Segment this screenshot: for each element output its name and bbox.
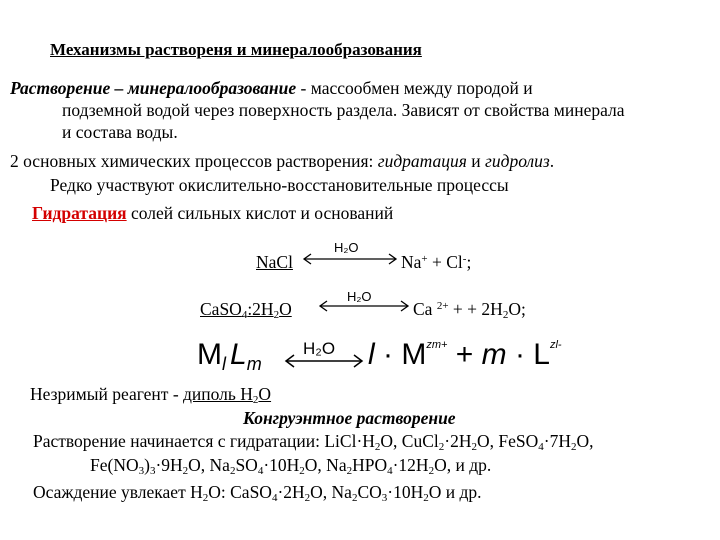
eq1-double-arrow-icon bbox=[302, 252, 398, 266]
pr-a: Осаждение увлекает H bbox=[33, 482, 203, 502]
start-f: O, bbox=[576, 431, 594, 451]
eq3-m-sub: m bbox=[246, 354, 262, 374]
processes-end: . bbox=[549, 151, 555, 171]
eq2-plus: + + 2H bbox=[448, 299, 503, 319]
pr-s2: 4 bbox=[271, 492, 278, 504]
definition-term: Растворение – минералообразование bbox=[10, 78, 297, 98]
hydration-line bbox=[32, 202, 393, 224]
dipole-sub: 2 bbox=[252, 394, 259, 406]
hydration-word: гидратация bbox=[377, 151, 467, 171]
start-s3: 2 bbox=[471, 441, 477, 453]
congruent-heading: Конгруэнтное растворение bbox=[243, 408, 456, 428]
pr-s3: 2 bbox=[304, 492, 311, 504]
eq1-end: ; bbox=[466, 252, 472, 272]
l2-s5: 4 bbox=[257, 465, 264, 477]
page-title: Механизмы раствореня и минералообразования bbox=[50, 40, 422, 59]
hydrates-line bbox=[90, 454, 491, 476]
l2-i: ·12H bbox=[392, 455, 429, 475]
eq2-arrow-label: H₂O bbox=[347, 289, 372, 304]
eq3-l-sub: l bbox=[222, 354, 226, 374]
l2-b: ) bbox=[144, 455, 150, 475]
eq3-right bbox=[368, 338, 562, 372]
pr-s5: 3 bbox=[381, 492, 388, 504]
eq3-dot-M: · M bbox=[374, 338, 427, 371]
l2-c: ·9H bbox=[155, 455, 183, 475]
start-s4: 4 bbox=[538, 441, 544, 453]
start-d: O, FeSO bbox=[477, 431, 539, 451]
eq2-o: O bbox=[279, 299, 292, 319]
eq2-left-formula bbox=[200, 299, 292, 319]
eq1-arrow-label: H₂O bbox=[334, 240, 359, 255]
eq1-right bbox=[401, 251, 471, 273]
eq2-sub1: 4 bbox=[241, 309, 248, 321]
eq1-cl-charge: - bbox=[462, 253, 467, 265]
precipitation-line bbox=[33, 481, 482, 503]
eq3-charge-M: zm+ bbox=[426, 339, 448, 351]
eq1-na: Na bbox=[401, 252, 422, 272]
eq3-left bbox=[197, 338, 262, 375]
eq3-L: L bbox=[230, 338, 247, 371]
hydration-rest: солей сильных кислот и оснований bbox=[126, 203, 394, 223]
eq2-ca: Ca bbox=[413, 299, 437, 319]
pr-d: O, Na bbox=[310, 482, 352, 502]
l2-a: Fe(NO bbox=[90, 455, 139, 475]
hydrolysis-word: гидролиз bbox=[485, 151, 550, 171]
eq3-plus: + bbox=[447, 338, 482, 371]
eq2-h2-sub: 2 bbox=[502, 309, 509, 321]
eq3-arrow-label: H₂O bbox=[303, 339, 336, 358]
l2-s4: 2 bbox=[229, 465, 236, 477]
start-a: Растворение начинается с гидратации: LiCl·H bbox=[33, 431, 375, 451]
l2-j: O, и др. bbox=[434, 455, 492, 475]
definition-line-1 bbox=[10, 77, 533, 99]
l2-s3: 2 bbox=[182, 465, 189, 477]
redox-note: Редко участвуют окислительно-восстановительные процессы bbox=[50, 175, 509, 195]
l2-s8: 4 bbox=[387, 465, 393, 477]
eq3-M: M bbox=[197, 338, 222, 371]
l2-e: SO bbox=[235, 455, 258, 475]
start-b: O, CuCl bbox=[380, 431, 439, 451]
start-s1: 2 bbox=[374, 441, 381, 453]
pr-s6: 2 bbox=[423, 492, 429, 504]
processes-and: и bbox=[466, 151, 486, 171]
dipole-term bbox=[183, 384, 271, 404]
pr-f: ·10H bbox=[387, 482, 424, 502]
dipole-line bbox=[30, 383, 271, 405]
hydration-term: Гидратация bbox=[32, 203, 127, 223]
start-c: ·2H bbox=[444, 431, 472, 451]
l2-g: O, Na bbox=[304, 455, 347, 475]
dipole-prefix: Незримый реагент - bbox=[30, 384, 184, 404]
eq3-double-arrow-icon bbox=[284, 353, 364, 369]
eq1-left-text: NaCl bbox=[256, 252, 293, 272]
eq2-right bbox=[413, 298, 526, 320]
l2-s6: 2 bbox=[299, 465, 305, 477]
dipole-o: O bbox=[258, 384, 272, 404]
definition-line-3: и состава воды. bbox=[62, 122, 178, 142]
l2-d: O, Na bbox=[188, 455, 230, 475]
hydration-start-line bbox=[33, 430, 594, 452]
pr-e: CO bbox=[357, 482, 382, 502]
l2-s7: 2 bbox=[346, 465, 353, 477]
l2-s9: 2 bbox=[428, 465, 435, 477]
start-s2: 2 bbox=[438, 441, 445, 453]
start-e: ·7H bbox=[543, 431, 571, 451]
pr-b: O: CaSO bbox=[208, 482, 272, 502]
processes-prefix: 2 основных химических процессов растворения: bbox=[10, 151, 378, 171]
l2-f: ·10H bbox=[263, 455, 300, 475]
eq3-m-coef: m bbox=[481, 338, 507, 371]
l2-h: HPO bbox=[352, 455, 388, 475]
start-s5: 2 bbox=[570, 441, 577, 453]
pr-s4: 2 bbox=[351, 492, 358, 504]
eq1-left bbox=[256, 251, 293, 273]
eq2-caso: CaSO bbox=[200, 299, 242, 319]
eq3-charge-L: zl- bbox=[549, 339, 562, 351]
l2-s1: 3 bbox=[138, 465, 145, 477]
processes-line bbox=[10, 150, 554, 172]
eq2-double-arrow-icon bbox=[318, 299, 410, 313]
eq3-l-coef: l bbox=[368, 338, 375, 371]
eq1-na-charge: + bbox=[421, 253, 428, 265]
definition-line-2: подземной водой через поверхность раздела. Зависят от свойства минерала bbox=[62, 100, 625, 120]
pr-g: O и др. bbox=[428, 482, 482, 502]
l2-s2: 3 bbox=[149, 465, 156, 477]
pr-c: ·2H bbox=[277, 482, 305, 502]
eq2-left bbox=[200, 298, 292, 320]
definition-text: - массообмен между породой и bbox=[296, 78, 533, 98]
dipole-h: диполь H bbox=[183, 384, 253, 404]
pr-s1: 2 bbox=[202, 492, 209, 504]
eq2-ca-charge: 2+ bbox=[436, 300, 449, 312]
eq1-cl: + Cl bbox=[427, 252, 463, 272]
eq2-2h: :2H bbox=[247, 299, 274, 319]
eq3-dot-L: · L bbox=[506, 338, 550, 371]
eq2-sub2: 2 bbox=[273, 309, 280, 321]
eq2-end: O; bbox=[508, 299, 526, 319]
